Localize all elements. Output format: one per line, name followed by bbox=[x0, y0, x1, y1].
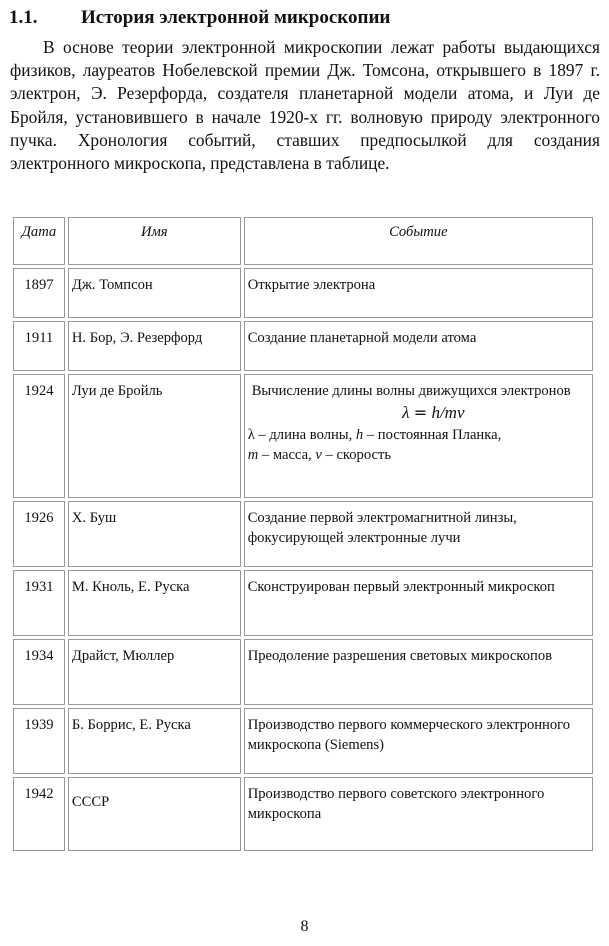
header-event: Событие bbox=[244, 217, 593, 265]
formula-lambda: λ bbox=[402, 403, 410, 422]
table-row bbox=[13, 374, 593, 498]
row-event: Производство первого коммерческого электронного микроскопа (Siemens) bbox=[244, 708, 593, 774]
row-name: СССР bbox=[68, 777, 241, 851]
table-header-row bbox=[13, 217, 593, 265]
row-date: 1897 bbox=[13, 268, 65, 318]
row-name: Дж. Томпсон bbox=[68, 268, 241, 318]
formula-equals: = bbox=[413, 403, 428, 422]
row-event-cell bbox=[244, 374, 593, 498]
row-event: Создание первой электромагнитной линзы, фокусирующей электронные лучи bbox=[244, 501, 593, 567]
header-date: Дата bbox=[13, 217, 65, 265]
row-event: Производство первого советского электронного микроскопа bbox=[244, 777, 593, 851]
section-number: 1.1. bbox=[9, 7, 38, 28]
row-date: 1926 bbox=[13, 501, 65, 567]
section-title: История электронной микроскопии bbox=[81, 7, 391, 28]
legend-speed: – скорость bbox=[321, 447, 392, 463]
row-date: 1911 bbox=[13, 321, 65, 371]
row-date: 1939 bbox=[13, 708, 65, 774]
row-date: 1942 bbox=[13, 777, 65, 851]
row-name: Луи де Бройль bbox=[68, 374, 241, 498]
row-event: Сконструирован первый электронный микроскоп bbox=[244, 570, 593, 636]
legend-m-symbol: m bbox=[247, 447, 259, 463]
table-row bbox=[13, 639, 593, 705]
row-date: 1931 bbox=[13, 570, 65, 636]
legend-mass: – масса, bbox=[258, 447, 316, 463]
section-heading bbox=[9, 7, 390, 29]
row-event: Вычисление длины волны движущихся электронов bbox=[251, 383, 571, 399]
row-name: Н. Бор, Э. Резерфорд bbox=[68, 321, 241, 371]
formula-legend bbox=[248, 425, 589, 465]
table-row bbox=[13, 321, 593, 371]
row-date: 1924 bbox=[13, 374, 65, 498]
row-name: М. Кноль, Е. Руска bbox=[68, 570, 241, 636]
table-row bbox=[13, 777, 593, 851]
row-name: Драйст, Мюллер bbox=[68, 639, 241, 705]
legend-v-symbol: v bbox=[315, 447, 322, 463]
table-row bbox=[13, 268, 593, 318]
de-broglie-formula bbox=[278, 401, 589, 425]
row-event: Преодоление разрешения световых микроскопов bbox=[244, 639, 593, 705]
table-row bbox=[13, 570, 593, 636]
page-number: 8 bbox=[300, 918, 309, 935]
header-name: Имя bbox=[68, 217, 241, 265]
legend-lambda: λ – длина волны, bbox=[247, 427, 356, 443]
intro-paragraph: В основе теории электронной микроскопии лежат работы выдающихся физиков, лауреатов Нобелевской премии Дж. Томсона, открывшего в 1897 г. электрон, Э. Резерфорда, создателя планетарной модели атома, и Луи де Бройля, установившего в начале 1920-х гг. волновую природу электронного пучка. Хронология событий, ставших предпосылкой для создания электронного микроскопа, представлена в таблице. bbox=[10, 37, 600, 174]
row-date: 1934 bbox=[13, 639, 65, 705]
chronology-table bbox=[10, 214, 596, 854]
legend-planck: – постоянная Планка, bbox=[363, 427, 502, 443]
legend-h-symbol: h bbox=[355, 427, 364, 443]
row-event: Открытие электрона bbox=[244, 268, 593, 318]
table-row bbox=[13, 501, 593, 567]
row-name: Х. Буш bbox=[68, 501, 241, 567]
formula-rhs: h/mv bbox=[431, 403, 465, 422]
row-event: Создание планетарной модели атома bbox=[244, 321, 593, 371]
row-name: Б. Боррис, Е. Руска bbox=[68, 708, 241, 774]
table-row bbox=[13, 708, 593, 774]
